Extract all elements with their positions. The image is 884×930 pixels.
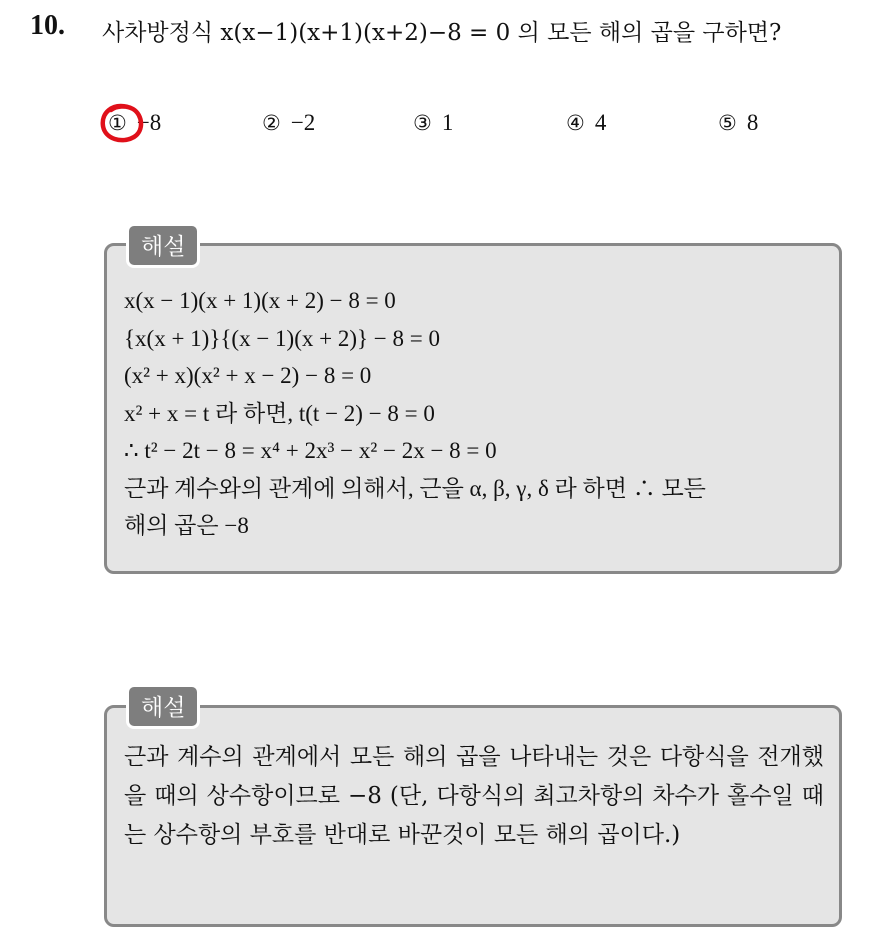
choice-number: ⑤	[718, 111, 737, 135]
choice-value: 8	[746, 110, 759, 135]
solution-label-1: 해설	[126, 223, 200, 268]
solution-line: x² + x = t 라 하면, t(t − 2) − 8 = 0	[124, 400, 435, 426]
question-text: 사차방정식 x(x−1)(x+1)(x+2)−8 = 0 의 모든 해의 곱을 구하면?	[102, 20, 782, 46]
choice-number: ①	[108, 111, 127, 135]
solution-1-lines	[124, 282, 834, 545]
solution-line: ∴ t² − 2t − 8 = x⁴ + 2x³ − x² − 2x − 8 = 0	[124, 438, 497, 463]
choice-value: −2	[290, 110, 316, 135]
answer-mark-circle-icon	[98, 101, 148, 145]
choice-value: 1	[441, 110, 454, 135]
choice-value: −8	[136, 110, 162, 135]
solution-line: {x(x + 1)}{(x − 1)(x + 2)} − 8 = 0	[124, 325, 440, 351]
choice-3[interactable]	[413, 110, 453, 136]
choice-number: ②	[262, 111, 281, 135]
choice-4[interactable]	[566, 110, 606, 136]
question-number: 10.	[30, 10, 65, 41]
choice-2[interactable]	[262, 110, 315, 136]
solution-2-text: 근과 계수의 관계에서 모든 해의 곱을 나타내는 것은 다항식을 전개했을 때의 상수항이므로 −8 (단, 다항식의 최고차항의 차수가 홀수일 때는 상수항의 부호를 반대로 바꾼것이 모든 해의 곱이다.)	[124, 744, 824, 848]
solution-line: 근과 계수와의 관계에 의해서, 근을 α, β, γ, δ 라 하면 ∴ 모든	[124, 475, 706, 501]
solution-line: (x² + x)(x² + x − 2) − 8 = 0	[124, 363, 372, 388]
choice-5[interactable]	[718, 110, 758, 136]
solution-line: 해의 곱은 −8	[124, 513, 249, 538]
solution-label-2: 해설	[126, 684, 200, 729]
choice-number: ③	[413, 111, 432, 135]
choice-number: ④	[566, 111, 585, 135]
solution-line: x(x − 1)(x + 1)(x + 2) − 8 = 0	[124, 288, 396, 313]
choice-value: 4	[594, 110, 607, 135]
